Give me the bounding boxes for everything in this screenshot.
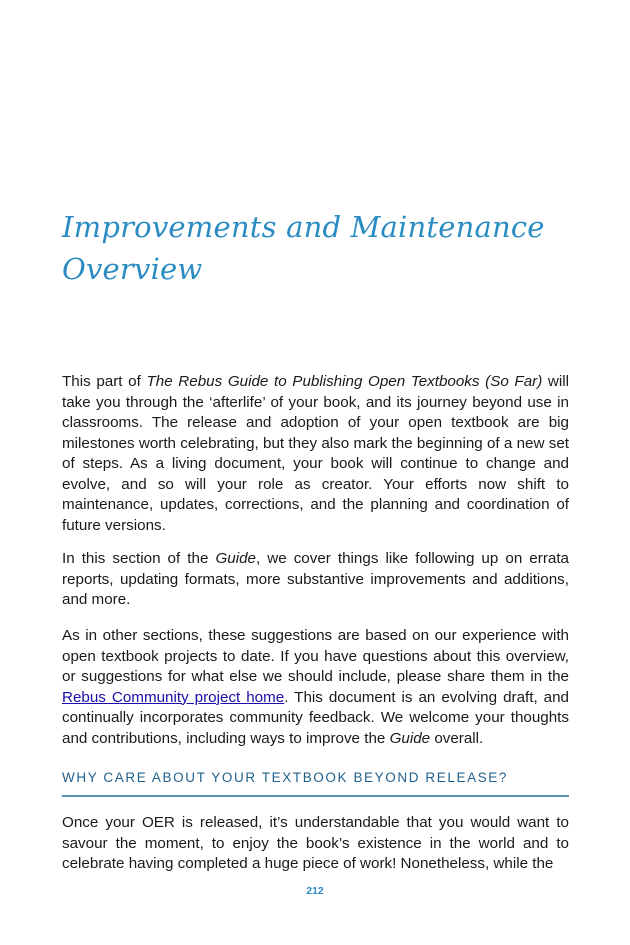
- section-scope-paragraph: [62, 549, 569, 611]
- feedback-text-middle: . This document is an evolving draft, and continually incorporates community feedback. We welcome your thoughts and contributions, including ways to improve the: [62, 688, 569, 747]
- chapter-title-line-2: Overview: [62, 252, 203, 286]
- guide-reference: Guide: [389, 729, 431, 747]
- scope-text-end: , we cover things like following up on errata reports, updating formats, more substantive improvements and additions, and more.: [62, 550, 569, 608]
- intro-text-end: will take you through the ‘afterlife’ of your book, and its journey beyond use in classrooms. The release and adoption of your open textbook are big milestones worth celebrating, but they also mark the beginning of a new set of steps. As a living document, your book will continue to change and evolve, and so will your role as creator. Your efforts now shift to maintenance, updates, corrections, and the planning and coordination of future versions.: [62, 373, 570, 534]
- scope-text-start: In this section of the: [62, 550, 216, 567]
- feedback-text-start: As in other sections, these suggestions are based on our experience with open textbook projects to date. If you have questions about this overview, or suggestions for what else we should include, please share them in the: [62, 627, 569, 685]
- page-number: 212: [306, 885, 324, 897]
- chapter-title: [62, 206, 572, 290]
- guide-reference: Guide: [215, 550, 256, 567]
- release-paragraph: Once your OER is released, it’s understandable that you would want to savour the moment, to enjoy the book’s existence in the world and to celebrate having completed a huge piece of work! Nonetheless, while the: [62, 814, 569, 872]
- feedback-paragraph: [62, 626, 569, 749]
- book-title: The Rebus Guide to Publishing Open Textbooks (So Far): [146, 373, 543, 390]
- heading-divider: [62, 795, 569, 797]
- section-heading: WHY CARE ABOUT YOUR TEXTBOOK BEYOND RELEASE?: [62, 770, 509, 785]
- feedback-text-end: overall.: [430, 729, 484, 747]
- intro-paragraph: [62, 372, 569, 536]
- intro-text-start: This part of: [62, 373, 147, 390]
- chapter-title-line-1: Improvements and Maintenance: [62, 210, 545, 244]
- rebus-community-link[interactable]: Rebus Community project home: [62, 688, 285, 706]
